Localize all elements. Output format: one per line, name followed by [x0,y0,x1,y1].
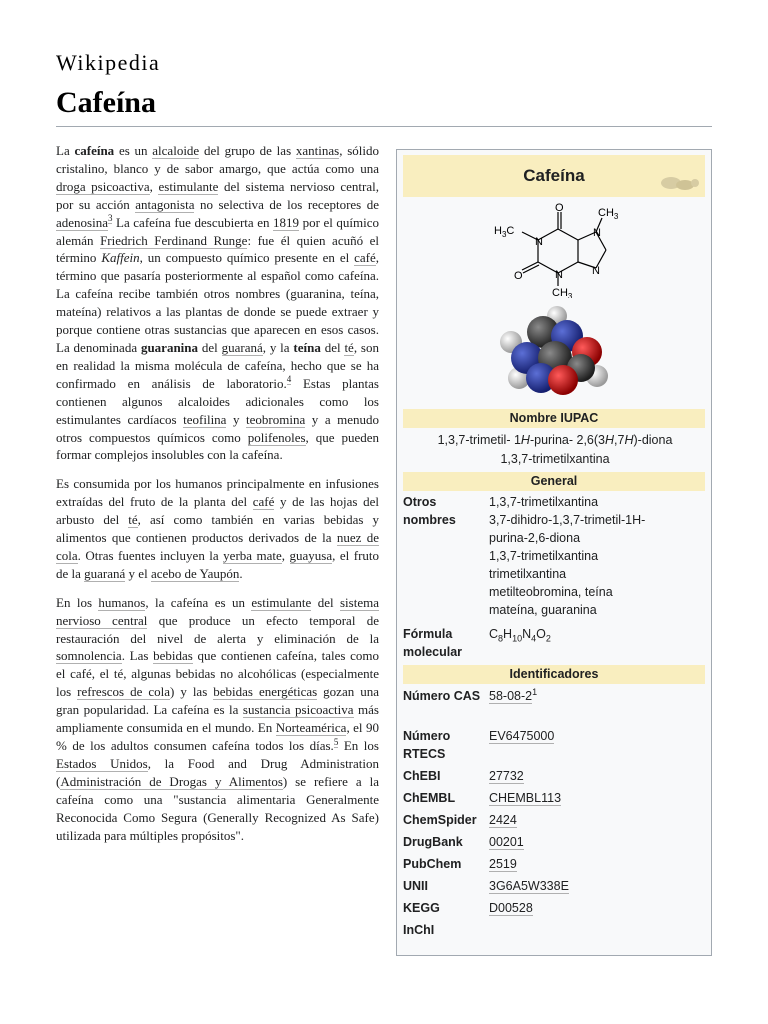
text-run: gozan una gran popularidad. La cafeína es la [56,684,379,718]
paragraph-3 [56,594,379,845]
text-run: , el fruto de la [56,547,380,581]
identifiers-header: Identificadores [403,665,705,684]
identifier-row [403,811,705,831]
label-n7: N [593,227,601,239]
italic-term: Kaffein [101,250,140,266]
text-run: Estas plantas contienen algunos alcaloides adicionales como los estimulantes cardíacos [56,375,379,427]
identifier-row [403,727,705,765]
text-run: , la cafeína es un [145,594,252,610]
article-link[interactable]: té [344,339,354,355]
text-run: , son en realidad la misma molécula de cafeína, hecho que se ha confirmado en análisis de laboratorio. [56,339,379,391]
article-link[interactable]: estimulante [158,178,219,194]
formula-row [403,625,705,663]
article-link[interactable]: sistema nervioso central [56,594,379,628]
article-link[interactable]: acebo de Yaupón [150,565,240,581]
article-link[interactable]: café [354,250,376,266]
text-run: La [56,143,75,158]
identifier-label[interactable]: KEGG [403,901,440,915]
label-ch3-n1: $H_3C$ [494,225,515,239]
article-link[interactable]: Friedrich Ferdinand Runge [100,232,248,248]
identifier-value[interactable]: CHEMBL113 [489,791,562,805]
other-name-line: mateína, guaranina [489,603,597,617]
text-run: y el [125,565,151,581]
text-run: , [281,547,290,563]
label-o-top: O [555,202,564,214]
identifier-label[interactable]: ChEBI [403,769,441,783]
reference-link[interactable]: 1 [532,686,538,697]
identifier-value[interactable]: 3G6A5W338E [489,879,569,893]
article-link[interactable]: nuez de cola [56,530,379,563]
article-link[interactable]: somnolencia [56,648,122,664]
identifier-label[interactable]: Número RTECS [403,729,451,761]
identifier-row [403,767,705,787]
text-run: : fue él quien acuñó el término [56,232,379,266]
infobox [396,149,712,956]
article-link[interactable]: yerba mate [223,547,282,563]
label-n1: N [535,236,543,248]
text-run: , sólido cristalino, blanco y de sabor amargo, que actúa como una [56,143,379,176]
text-run: , [149,178,159,194]
iupac-header: Nombre IUPAC [403,409,705,428]
page-title: Cafeína [56,86,156,119]
text-run: , el 90 % de los adultos consumen cafeína todos los días. [56,720,379,753]
article-link[interactable]: polifenoles [247,429,306,445]
other-name-line: metilteobromina, teína [489,585,613,599]
iupac-name: 1,3,7-trimetil- 1H-purina- 2,6(3H,7H)-diona [437,433,673,447]
article-link[interactable]: 1819 [273,214,300,230]
text-run: , término que pasaría posteriormente al español como cafeína. La cafeína recibe también otros nombres (guaranina, teína, mateína) relativos a las plantas de donde se puede extraer y porque contiene otras sustancias que aparecen en esos casos. La denominada [56,250,379,355]
identifier-row [403,855,705,875]
other-name-line: purina-2,6-diona [489,531,581,545]
article-link[interactable]: teofilina [183,411,227,427]
general-header: General [403,472,705,491]
text-run: , así como también en varias bebidas y alimentos que contienen productos derivados de la [56,512,379,546]
article-body [56,142,379,855]
structural-formula-image[interactable] [397,202,712,301]
identifier-row [403,877,705,897]
text-run: del sistema nervioso central, por su acción [56,178,379,212]
label-n3: N [555,269,563,281]
label-o-left: O [514,270,523,282]
article-link[interactable]: antagonista [135,196,195,212]
text-run: . [239,565,243,581]
identifier-value[interactable]: $58-08-2^1$ [489,686,538,703]
label-ch3-n3: $CH_3$ [552,287,573,298]
text-run: , la Food and Drug Administration ( [56,755,380,789]
identifier-row [403,789,705,809]
article-link[interactable]: sustancia psicoactiva [242,702,354,718]
text-run: En los [338,738,379,753]
article-link[interactable]: xantinas [295,143,340,158]
article-link[interactable]: guaraná [221,339,263,355]
bold-term: cafeína [74,143,115,158]
other-name-line: 3,7-dihidro-1,3,7-trimetil-1H- [489,513,646,527]
article-link[interactable]: Administración de Drogas y Alimentos [60,773,283,789]
identifier-label[interactable]: ChemSpider [403,813,477,827]
iupac-name-alt: 1,3,7-trimetilxantina [500,452,610,466]
article-link[interactable]: adenosina [56,214,108,230]
paragraph-2 [56,475,379,582]
identifier-label[interactable]: InChI [403,923,435,937]
text-run: y de las hojas del arbusto del [56,494,379,528]
text-run: del [311,594,340,610]
reference-link[interactable]: 5 [333,736,339,747]
identifier-value[interactable]: 2424 [489,813,517,827]
identifier-row [403,833,705,853]
other-names-label: Otros nombres [403,495,456,527]
text-run: En los [56,594,99,610]
text-run: ) se refiere a la cafeína como una "sustancia alimentaria Generalmente Reconocida Como Segura (Generally Recognized As Safe) utilizada para múltiples propósitos". [56,773,379,843]
text-run: . Las [121,648,154,664]
text-run: no selectiva de los receptores de [194,196,379,212]
text-run: , y la [262,339,294,355]
wikipedia-wordmark[interactable]: Wikipedia [56,50,161,75]
text-run: que produce un efecto temporal de restauración del nivel de alerta y eliminación de la [56,612,379,646]
other-name-line: 1,3,7-trimetilxantina [489,495,599,509]
article-link[interactable]: bebidas energéticas [213,684,318,700]
reference-link[interactable]: 4 [286,374,292,385]
bold-term: guaranina [140,339,199,355]
article-link[interactable]: teobromina [246,411,306,427]
text-run: La cafeína fue descubierta en [112,214,274,230]
article-link[interactable]: humanos [98,594,146,610]
label-ch3-n7: $CH_3$ [598,207,619,221]
identifier-label[interactable]: DrugBank [403,835,463,849]
text-run: y [226,411,247,427]
text-run: , un compuesto químico presente en el [139,250,355,266]
article-link[interactable]: guaraná [84,565,126,581]
article-link[interactable]: Norteamérica [275,720,347,736]
reference-link[interactable]: 3 [107,213,113,224]
article-link[interactable]: bebidas [153,648,193,664]
identifier-value[interactable]: D00528 [489,901,533,915]
text-run: por el químico alemán [56,214,379,248]
title-divider [56,126,712,127]
article-link[interactable]: guayusa [289,547,333,563]
infobox-title-text: Cafeína [523,166,585,185]
space-filling-model-image[interactable] [397,306,712,401]
identifier-label[interactable]: Número CAS [403,689,481,703]
label-n9: N [592,265,600,277]
identifier-row [403,921,705,941]
text-run: que contienen cafeína, tales como el café, el té, algunas bebidas no alcohólicas (especialmente los [56,648,380,700]
text-run: ) y las [170,684,214,700]
identifier-value[interactable]: 2519 [489,857,517,871]
other-names-values [489,493,705,619]
text-run: del grupo de las [199,143,296,158]
infobox-title [403,155,705,197]
article-link[interactable]: té [128,512,138,528]
article-link[interactable]: droga psicoactiva [56,178,150,194]
bold-term: teína [293,339,321,355]
identifier-value[interactable]: 27732 [489,769,524,783]
text-run: , que pueden formar complejos insolubles con la cafeína. [56,429,380,463]
article-link[interactable]: alcaloide [152,143,200,158]
identifier-label[interactable]: PubChem [403,857,462,871]
other-name-line: 1,3,7-trimetilxantina [489,549,599,563]
text-run: del [198,339,222,355]
article-link[interactable]: café [252,494,275,510]
text-run: . Otras fuentes incluyen la [77,547,224,563]
other-name-line: trimetilxantina [489,567,567,581]
text-run: es un [114,143,153,158]
identifier-value[interactable]: 00201 [489,835,524,849]
text-run: más ampliamente consumida en el mundo. En [56,702,379,736]
identifier-value[interactable]: EV6475000 [489,729,555,743]
identifier-label[interactable]: ChEMBL [403,791,456,805]
article-link[interactable]: refrescos de cola [77,684,170,700]
formula-value: $C_8H_{10}N_4O_2$ [489,627,551,644]
text-run: Es consumida por los humanos principalmente en infusiones extraídas del fruto de la planta del [56,476,379,510]
other-names-row [403,493,705,621]
article-link[interactable]: Estados Unidos [56,755,148,771]
paragraph-1 [56,142,379,464]
identifier-row [403,899,705,919]
text-run: del [320,339,345,355]
text-run: y a menudo otros compuestos químicos como [56,411,379,445]
article-link[interactable]: estimulante [251,594,312,610]
identifier-row [403,687,705,725]
formula-label: Fórmula molecular [403,627,463,659]
identifier-label[interactable]: UNII [403,879,428,893]
